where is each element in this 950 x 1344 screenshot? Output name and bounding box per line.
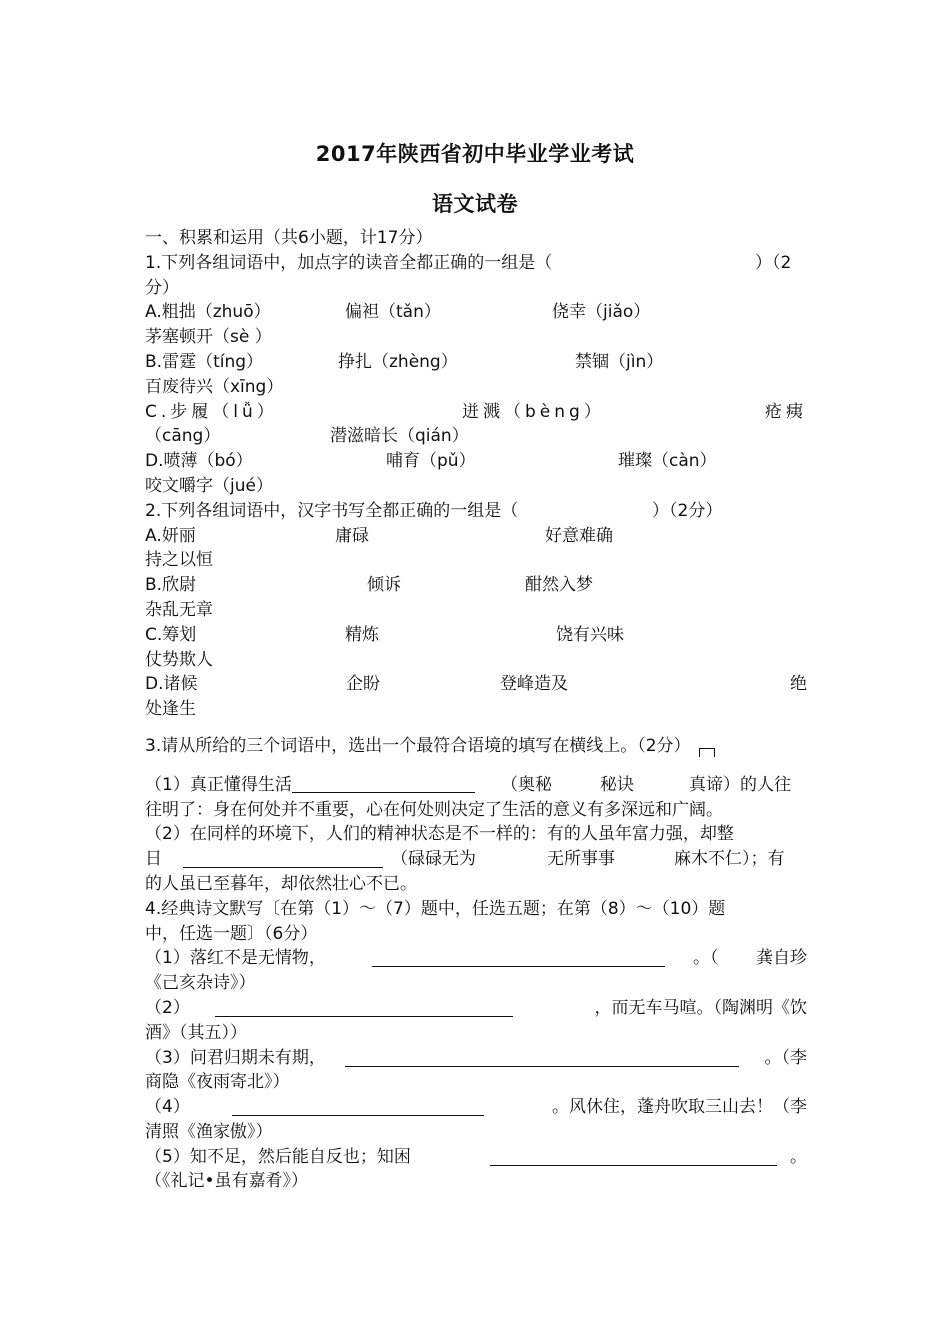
answer-blank[interactable] (232, 1097, 484, 1116)
q4-item3-cont: 商隐《夜雨寄北》） (145, 1072, 290, 1093)
q4-item3: （3）问君归期未有期， 。（李 (145, 1047, 807, 1068)
q4-stem: 4.经典诗文默写〔在第（1）～（7）题中，任选五题；在第（8）～（10）题 (145, 898, 726, 919)
q1-option-b: B.雷霆（tíng） 挣扎（zhèng） 禁锢（jìn） (145, 351, 664, 372)
q1-option-c-cont: （cāng） 潜滋暗长（qián） (145, 426, 469, 447)
answer-blank[interactable] (372, 948, 665, 967)
q2-option-b-cont: 杂乱无章 (145, 599, 213, 620)
q2-option-c-cont: 仗势欺人 (145, 649, 213, 670)
q4-stem-cont: 中，任选一题〕（6分） (145, 923, 318, 944)
q2-option-d-cont: 处逢生 (145, 699, 196, 720)
q3-part2-end: 的人虽已至暮年，却依然壮心不已。 (145, 873, 417, 894)
section-heading: 一、积累和运用（共6小题，计17分） (145, 228, 433, 248)
answer-blank[interactable] (292, 774, 475, 793)
q3-part1: （1）真正懂得生活 （奥秘 秘诀 真谛）的人往 (145, 774, 791, 795)
q4-item2-cont: 酒》（其五）） (145, 1022, 247, 1043)
q3-part1-cont: 往明了：身在何处并不重要，心在何处则决定了生活的意义有多深远和广阔。 (145, 799, 723, 820)
answer-blank[interactable] (345, 1048, 739, 1067)
q1-option-a: A.粗拙（zhuō） 偏袒（tǎn） 侥幸（jiǎo） (145, 302, 651, 323)
q1-option-a-cont: 茅塞顿开（sè ） (145, 327, 272, 348)
q1-option-b-cont: 百废待兴（xīng） (145, 376, 284, 397)
q3-part2: （2）在同样的环境下，人们的精神状态是不一样的：有的人虽年富力强，却整 (145, 824, 734, 845)
q1-option-c: C.步履（lǚ） 迸溅（bèng） 疮痍 (145, 401, 807, 422)
q4-item1: （1）落红不是无情物， 。（ 龚自珍 (145, 948, 807, 969)
page-title: 2017年陕西省初中毕业学业考试 (315, 142, 635, 166)
q2-option-c: C.筹划 精炼 饶有兴味 (145, 624, 624, 645)
bracket-mark-icon (699, 748, 715, 757)
q1-stem-cont: 分） (145, 277, 179, 298)
q1-stem: 1.下列各组词语中，加点字的读音全都正确的一组是（ ）（2 (145, 252, 792, 273)
q4-item5: （5）知不足，然后能自反也；知困 。 (145, 1146, 807, 1167)
q4-item4: （4） 。风休住，蓬舟吹取三山去！（李 (145, 1097, 807, 1118)
q1-option-d: D.喷薄（bó） 哺育（pǔ） 璀璨（càn） (145, 451, 717, 472)
q2-option-b: B.欣尉 倾诉 酣然入梦 (145, 575, 593, 596)
q4-item5-cont: （《礼记•虽有嘉肴》） (145, 1171, 309, 1192)
q4-item2: （2） ，而无车马喧。（陶渊明《饮 (145, 997, 807, 1018)
exam-content (145, 226, 807, 1194)
q2-option-a: A.妍丽 庸碌 好意难确 (145, 525, 613, 546)
q2-option-d: D.诸候 企盼 登峰造及 绝 (145, 674, 807, 695)
page-subtitle: 语文试卷 (432, 192, 518, 216)
q2-option-a-cont: 持之以恒 (145, 550, 213, 571)
answer-blank[interactable] (490, 1147, 777, 1166)
q3-part2-cont: 日 （碌碌无为 无所事事 麻木不仁）；有 (145, 849, 785, 870)
answer-blank[interactable] (183, 849, 383, 868)
q4-item4-cont: 清照《渔家傲》） (145, 1121, 273, 1142)
q2-stem: 2.下列各组词语中，汉字书写全都正确的一组是（ ）（2分） (145, 500, 723, 521)
q1-option-d-cont: 咬文嚼字（jué） (145, 475, 273, 496)
q4-item1-cont: 《己亥杂诗》） (145, 973, 256, 994)
q3-stem: 3.请从所给的三个词语中，选出一个最符合语境的填写在横线上。（2分） (145, 734, 807, 759)
answer-blank[interactable] (215, 998, 513, 1017)
